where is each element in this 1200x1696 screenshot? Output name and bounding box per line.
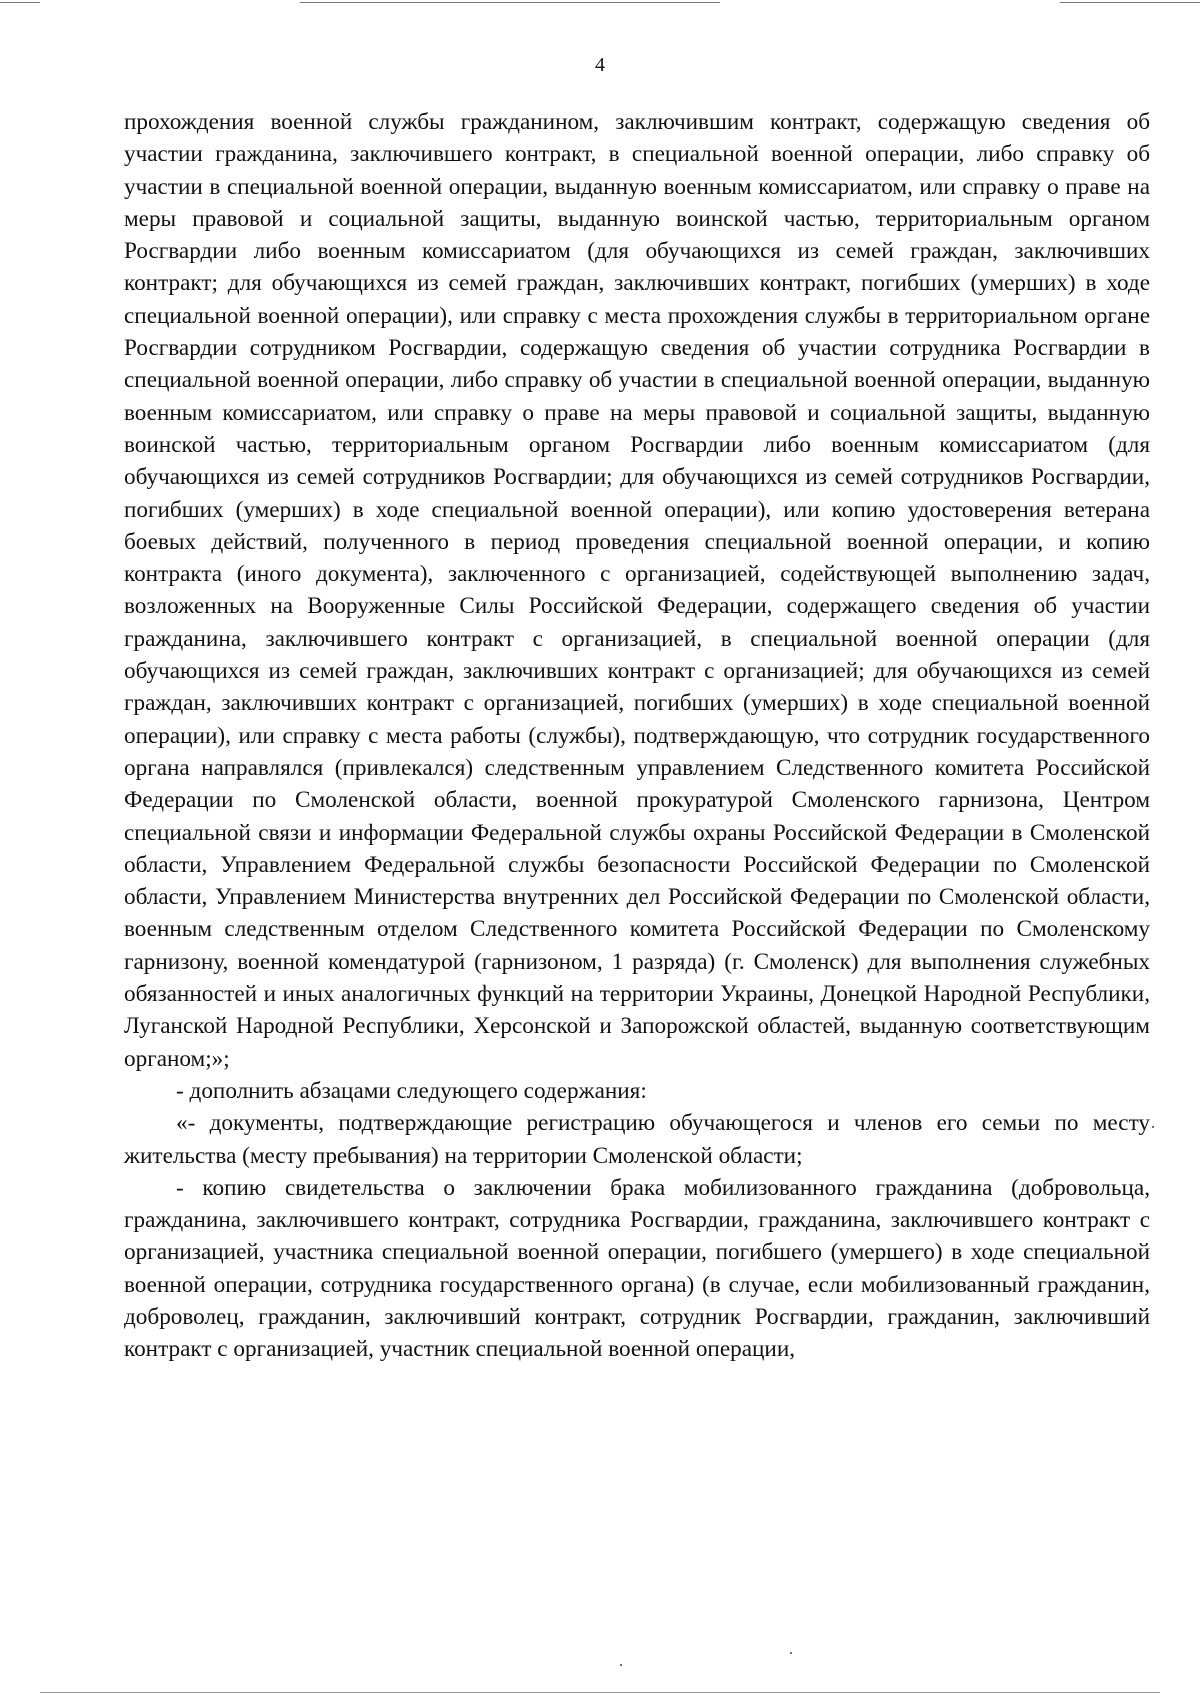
page-number: 4 [595,54,605,76]
paragraph-amendment-intro: - дополнить абзацами следующего содержания: [176,1077,647,1104]
scan-edge-top-right [1060,2,1200,3]
scan-edge-top-left [0,2,40,3]
scan-edge-top-mid [300,2,720,3]
scan-speck [620,1664,622,1666]
paragraph-registration-documents: «- документы, подтверждающие регистрацию обучающегося и членов его семьи по месту жительства (месту пребывания) на территории Смоленской области; [124,1110,1150,1169]
paragraph-marriage-certificate: - копию свидетельства о заключении брака мобилизованного гражданина (добровольца, гражданина, заключившего контракт, сотрудника Росгвардии, гражданина, заключившего контракт с организацией, участника специальной военной операции, погибшего (умершего) в ходе специальной военной операции, сотрудника государственного органа) (в случае, если мобилизованный гражданин, доброволец, гражданин, заключивший контракт, сотрудник Росгвардии, гражданин, заключивший контракт с организацией, участник специальной военной операции, [124,1174,1150,1363]
scan-speck [1152,1126,1154,1128]
document-body [124,106,1150,1366]
scan-speck [790,1652,792,1654]
paragraph-continuation: прохождения военной службы гражданином, заключившим контракт, содержащую сведения об участии гражданина, заключившего контракт, в специальной военной операции, либо справку об участии в специальной военной операции, выданную военным комиссариатом, или справку о праве на меры правовой и социальной защиты, выданную воинской частью, территориальным органом Росгвардии либо военным комиссариатом (для обучающихся из семей граждан, заключивших контракт; для обучающихся из семей граждан, заключивших контракт, погибших (умерших) в ходе специальной военной операции), или справку с места прохождения службы в территориальном органе Росгвардии сотрудником Росгвардии, содержащую сведения об участии сотрудника Росгвардии в специальной военной операции, либо справку об участии в специальной военной операции, выданную военным комиссариатом, или справку о праве на меры правовой и социальной защиты, выданную воинской частью, территориальным органом Росгвардии либо военным комиссариатом (для обучающихся из семей сотрудников Росгвардии; для обучающихся из семей сотрудников Росгвардии, погибших (умерших) в ходе специальной военной операции), или копию удостоверения ветерана боевых действий, полученного в период проведения специальной военной операции, и копию контракта (иного документа), заключенного с организацией, содействующей выполнению задач, возложенных на Вооруженные Силы Российской Федерации, содержащего сведения об участии гражданина, заключившего контракт с организацией, в специальной военной операции (для обучающихся из семей граждан, заключивших контракт с организацией; для обучающихся из семей граждан, заключивших контракт с организацией, погибших (умерших) в ходе специальной военной операции), или справку с места работы (службы), подтверждающую, что сотрудник государственного органа направлялся (привлекался) следственным управлением Следственного комитета Российской Федерации по Смоленской области, военной прокуратурой Смоленского гарнизона, Центром специальной связи и информации Федеральной службы охраны Российской Федерации в Смоленской области, Управлением Федеральной службы безопасности Российской Федерации по Смоленской области, Управлением Министерства внутренних дел Российской Федерации по Смоленской области, военным следственным отделом Следственного комитета Российской Федерации по Смоленскому гарнизону, военной комендатурой (гарнизоном, 1 разряда) (г. Смоленск) для выполнения служебных обязанностей и иных аналогичных функций на территории Украины, Донецкой Народной Республики, Луганской Народной Республики, Херсонской и Запорожской областей, выданную соответствующим органом;»; [124,109,1150,1072]
scan-edge-bottom [40,1692,1160,1693]
